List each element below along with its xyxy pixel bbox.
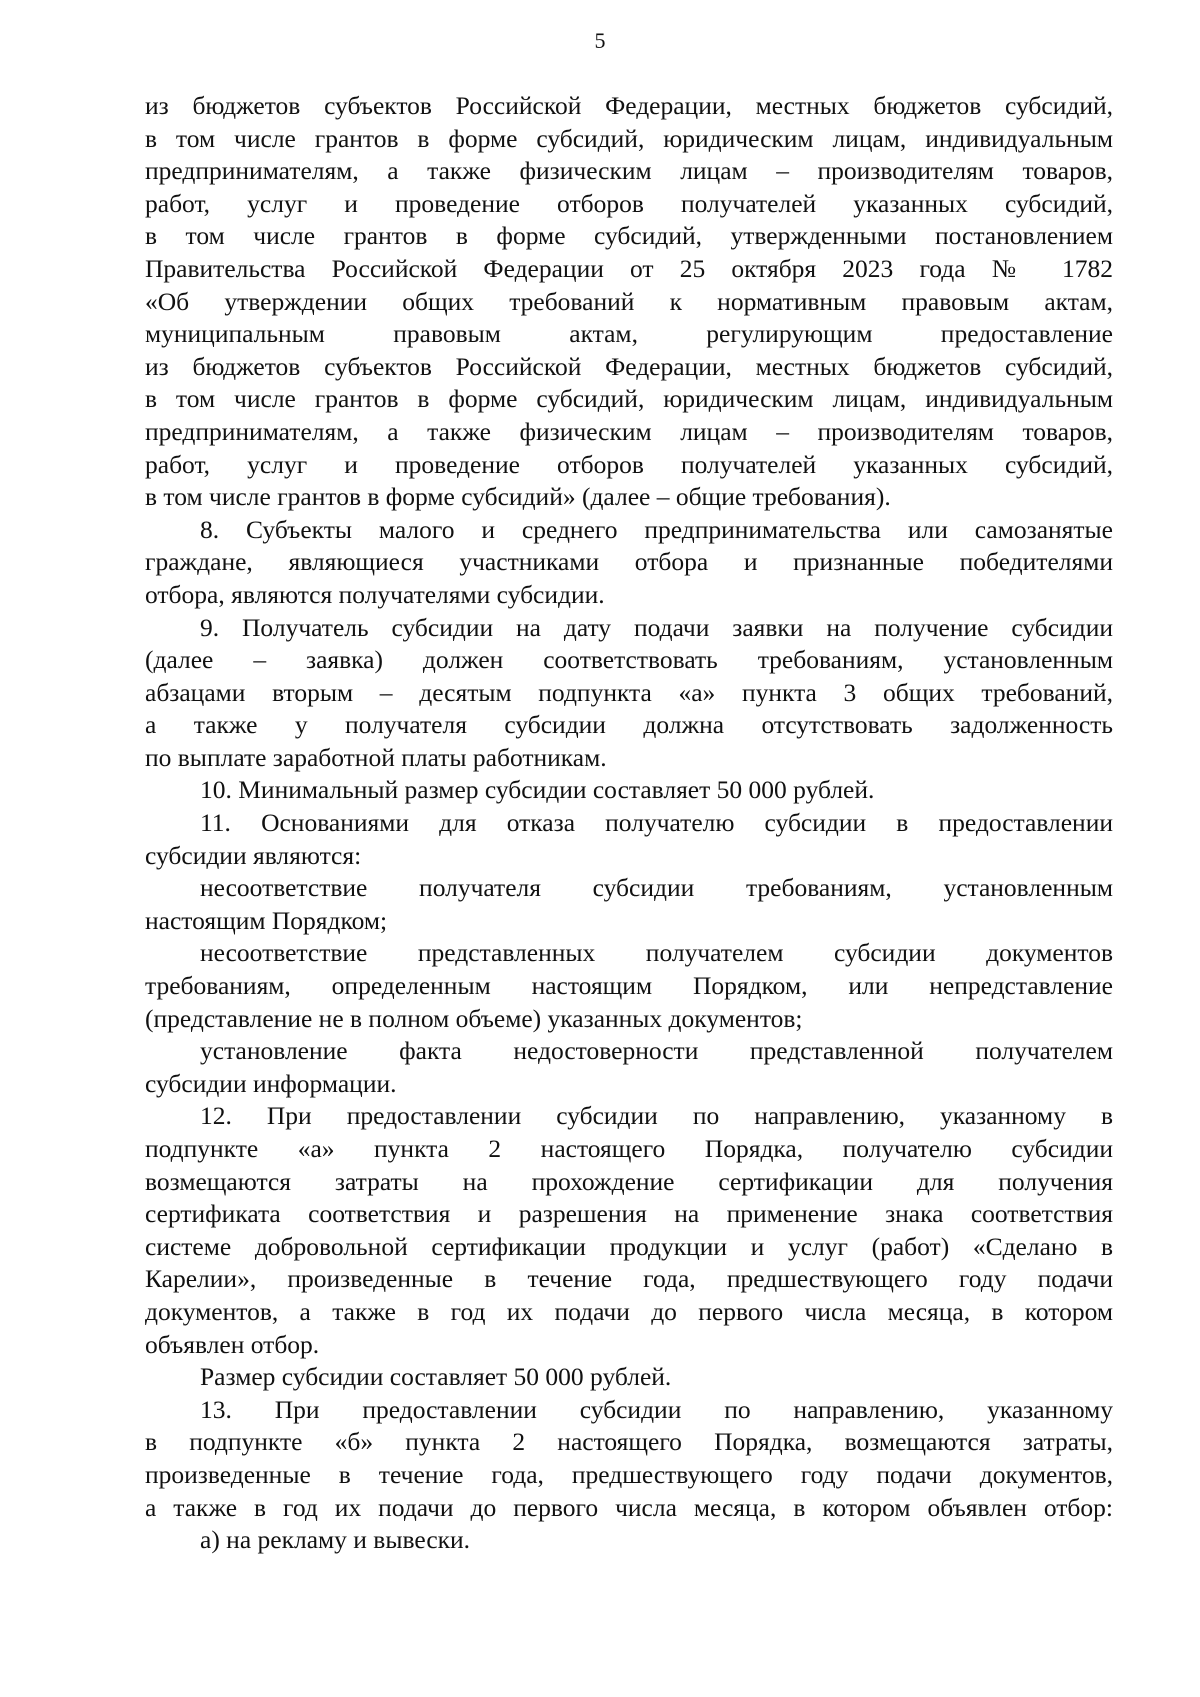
text-line: работ, услуг и проведение отборов получателей указанных субсидий, [145,188,1113,218]
text-line: 9. Получатель субсидии на дату подачи заявки на получение субсидии [200,612,1113,642]
text-line: 10. Минимальный размер субсидии составляет 50 000 рублей. [200,775,875,805]
text-line: документов, а также в год их подачи до первого числа месяца, в котором [145,1296,1113,1326]
text-line: по выплате заработной платы работникам. [145,742,607,772]
text-line: 8. Субъекты малого и среднего предпринимательства или самозанятые [200,514,1113,544]
text-line: а) на рекламу и вывески. [200,1525,471,1555]
text-line: в том числе грантов в форме субсидий, юридическим лицам, индивидуальным [145,384,1113,414]
text-line: Размер субсидии составляет 50 000 рублей. [200,1362,672,1392]
text-line: граждане, являющиеся участниками отбора и признанные победителями [145,547,1113,577]
text-line: в подпункте «б» пункта 2 настоящего Порядка, возмещаются затраты, [145,1427,1113,1457]
text-line: 13. При предоставлении субсидии по направлению, указанному [200,1394,1113,1424]
page-number: 5 [594,28,606,53]
text-line: (представление не в полном объеме) указанных документов; [145,1003,803,1033]
text-line: требованиям, определенным настоящим Порядком, или непредставление [145,971,1113,1001]
text-line: отбора, являются получателями субсидии. [145,579,605,609]
text-line: субсидии являются: [145,840,362,870]
text-line: установление факта недостоверности представленной получателем [200,1036,1113,1066]
text-line: предпринимателям, а также физическим лицам – производителям товаров, [145,416,1113,446]
text-line: из бюджетов субъектов Российской Федерации, местных бюджетов субсидий, [145,91,1113,120]
text-line: 12. При предоставлении субсидии по направлению, указанному в [200,1101,1113,1131]
text-line: возмещаются затраты на прохождение сертификации для получения [145,1166,1113,1196]
text-line: несоответствие получателя субсидии требованиям, установленным [200,873,1113,903]
text-line: работ, услуг и проведение отборов получателей указанных субсидий, [145,449,1113,479]
text-line: а также у получателя субсидии должна отсутствовать задолженность [145,710,1113,740]
text-line: «Об утверждении общих требований к нормативным правовым актам, [145,286,1113,316]
text-line: Карелии», произведенные в течение года, предшествующего году подачи [145,1264,1113,1294]
text-line: (далее – заявка) должен соответствовать требованиям, установленным [145,645,1113,675]
text-line: в том числе грантов в форме субсидий, утвержденными постановлением [145,221,1113,251]
text-line: Правительства Российской Федерации от 25 октября 2023 года № 1782 [145,253,1113,283]
text-line: подпункте «а» пункта 2 настоящего Порядка, получателю субсидии [145,1134,1113,1163]
text-line: муниципальным правовым актам, регулирующим предоставление [145,319,1113,349]
text-line: абзацами вторым – десятым подпункта «а» пункта 3 общих требований, [145,677,1113,707]
text-line: объявлен отбор. [145,1329,320,1359]
text-line: из бюджетов субъектов Российской Федерации, местных бюджетов субсидий, [145,351,1113,381]
text-line: в том числе грантов в форме субсидий, юридическим лицам, индивидуальным [145,123,1113,153]
text-line: в том числе грантов в форме субсидий» (далее – общие требования). [145,482,891,512]
text-line: произведенные в течение года, предшествующего году подачи документов, [145,1459,1113,1489]
text-line: системе добровольной сертификации продукции и услуг (работ) «Сделано в [145,1231,1113,1261]
text-line: настоящим Порядком; [145,905,388,935]
text-line: а также в год их подачи до первого числа месяца, в котором объявлен отбор: [145,1492,1113,1522]
text-line: сертификата соответствия и разрешения на применение знака соответствия [145,1199,1113,1229]
text-line: субсидии информации. [145,1068,397,1098]
text-line: 11. Основаниями для отказа получателю субсидии в предоставлении [200,808,1113,838]
document-body [145,90,1113,1557]
text-line: предпринимателям, а также физическим лицам – производителям товаров, [145,156,1113,186]
text-line: несоответствие представленных получателем субсидии документов [200,938,1113,968]
